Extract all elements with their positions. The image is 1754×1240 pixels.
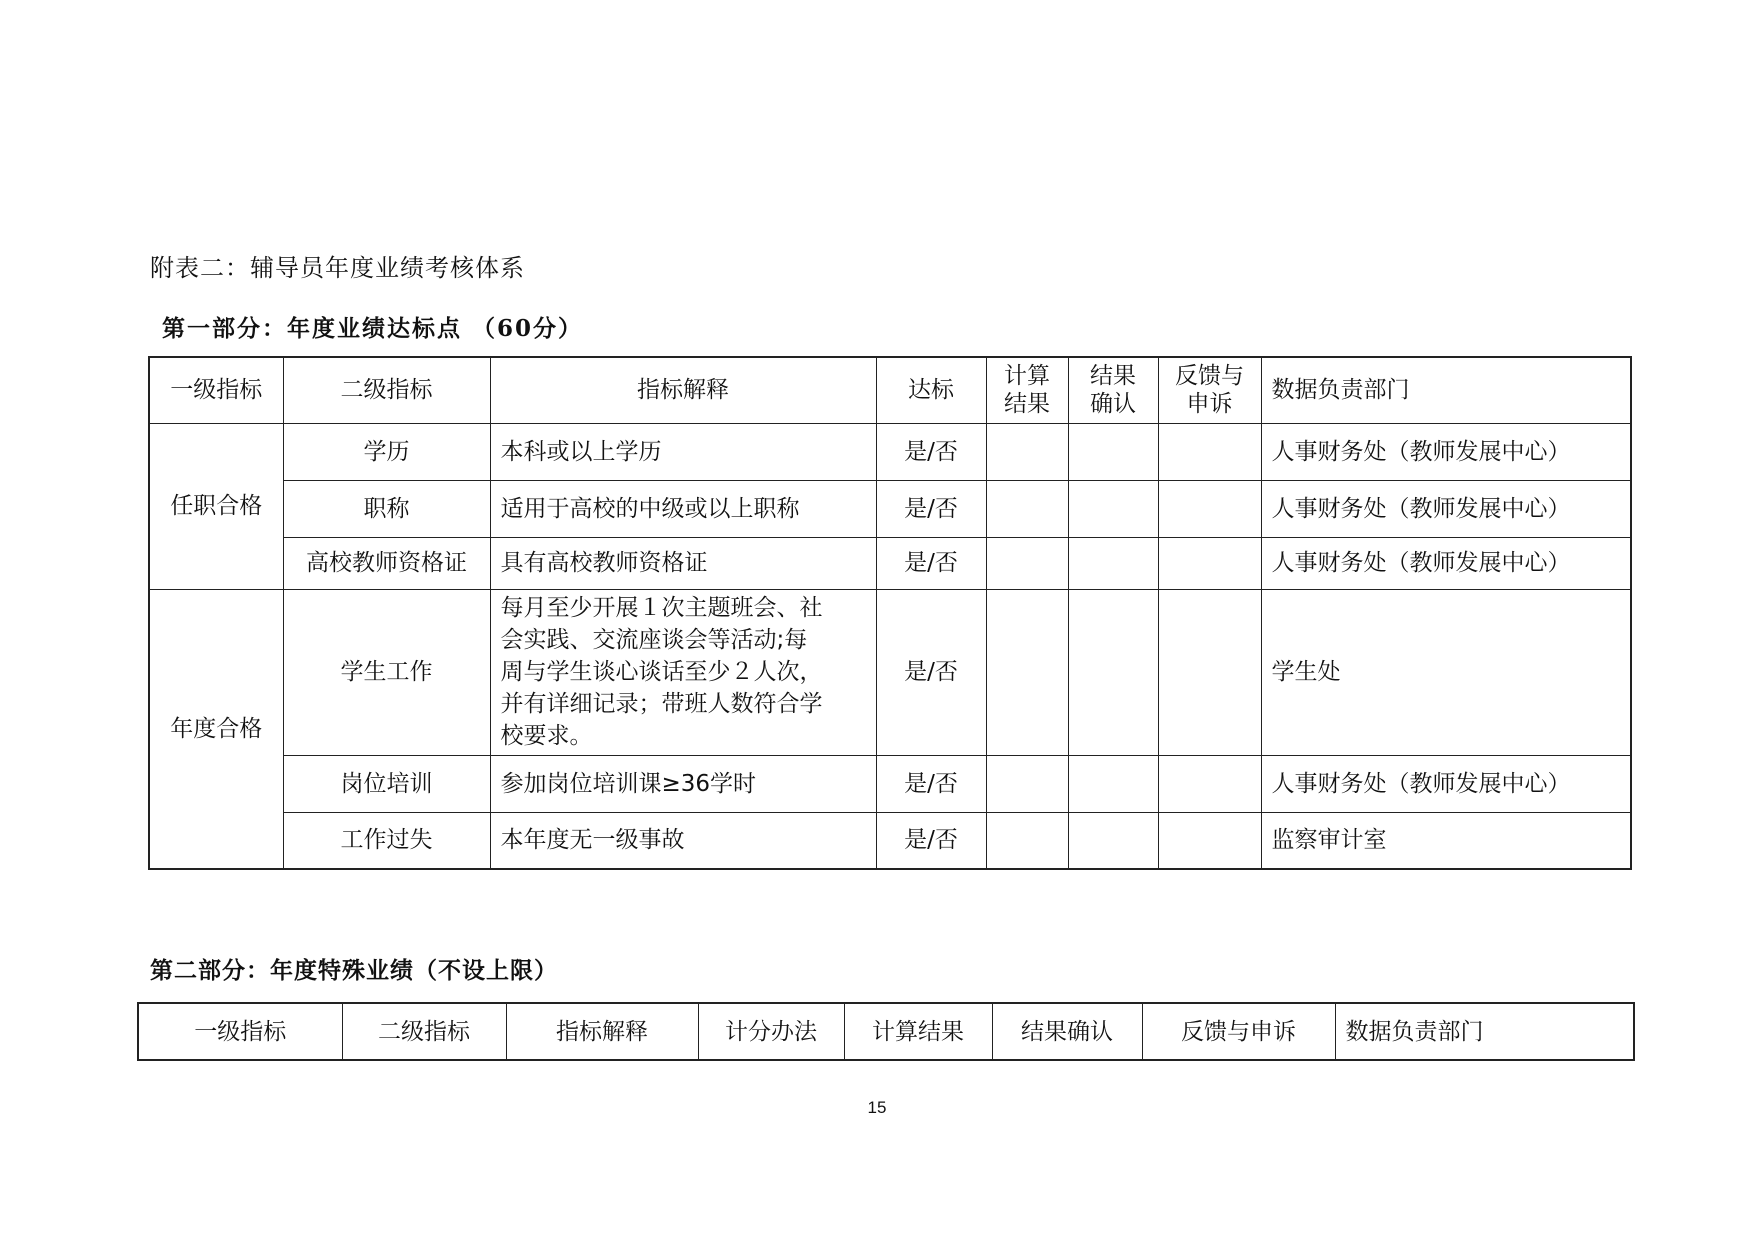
pass-cell: 是/否 bbox=[876, 480, 986, 537]
confirm-cell bbox=[1068, 423, 1158, 480]
t2-header-scoring: 计分办法 bbox=[698, 1003, 844, 1060]
confirm-cell bbox=[1068, 537, 1158, 589]
header-pass: 达标 bbox=[876, 357, 986, 423]
table-row bbox=[149, 537, 1631, 589]
achievement-table bbox=[148, 356, 1632, 870]
header-calc-line2: 结果 bbox=[1004, 391, 1050, 418]
t2-header-result-confirm: 结果确认 bbox=[992, 1003, 1142, 1060]
calc-cell bbox=[986, 537, 1068, 589]
document-title: 附表二：辅导员年度业绩考核体系 bbox=[150, 254, 525, 282]
feedback-cell bbox=[1158, 480, 1261, 537]
dept-cell: 监察审计室 bbox=[1261, 812, 1631, 869]
feedback-cell bbox=[1158, 812, 1261, 869]
explain-cell bbox=[490, 589, 876, 755]
calc-cell bbox=[986, 755, 1068, 812]
explain-line: 会实践、交流座谈会等活动;每 bbox=[500, 627, 808, 653]
table1-header-row bbox=[149, 357, 1631, 423]
calc-cell bbox=[986, 423, 1068, 480]
table-row bbox=[149, 423, 1631, 480]
level2-cell: 学生工作 bbox=[283, 589, 490, 755]
calc-cell bbox=[986, 589, 1068, 755]
header-confirm-line2: 确认 bbox=[1090, 391, 1136, 418]
explain-cell: 本年度无一级事故 bbox=[490, 812, 876, 869]
explain-line: 每月至少开展１次主题班会、社 bbox=[500, 595, 823, 621]
level2-cell: 职称 bbox=[283, 480, 490, 537]
feedback-cell bbox=[1158, 589, 1261, 755]
pass-cell: 是/否 bbox=[876, 755, 986, 812]
level2-cell: 学历 bbox=[283, 423, 490, 480]
header-calc-result bbox=[986, 357, 1068, 423]
dept-cell: 学生处 bbox=[1261, 589, 1631, 755]
pass-cell: 是/否 bbox=[876, 589, 986, 755]
calc-cell bbox=[986, 480, 1068, 537]
special-achievement-table bbox=[137, 1002, 1635, 1061]
confirm-cell bbox=[1068, 755, 1158, 812]
level2-cell: 工作过失 bbox=[283, 812, 490, 869]
header-feedback-line1: 反馈与 bbox=[1175, 363, 1244, 390]
level1-cell: 年度合格 bbox=[149, 589, 283, 869]
header-confirm-line1: 结果 bbox=[1090, 363, 1136, 390]
t2-header-feedback: 反馈与申诉 bbox=[1142, 1003, 1335, 1060]
feedback-cell bbox=[1158, 423, 1261, 480]
confirm-cell bbox=[1068, 812, 1158, 869]
table-row bbox=[149, 480, 1631, 537]
table-row bbox=[149, 589, 1631, 755]
header-calc-line1: 计算 bbox=[1004, 363, 1050, 390]
t2-header-level2: 二级指标 bbox=[342, 1003, 506, 1060]
t2-header-dept: 数据负责部门 bbox=[1335, 1003, 1634, 1060]
table-row bbox=[149, 812, 1631, 869]
confirm-cell bbox=[1068, 589, 1158, 755]
level1-cell: 任职合格 bbox=[149, 423, 283, 589]
header-feedback bbox=[1158, 357, 1261, 423]
dept-cell: 人事财务处（教师发展中心） bbox=[1261, 480, 1631, 537]
explain-cell: 适用于高校的中级或以上职称 bbox=[490, 480, 876, 537]
header-feedback-line2: 申诉 bbox=[1186, 391, 1233, 418]
calc-cell bbox=[986, 812, 1068, 869]
header-level2: 二级指标 bbox=[283, 357, 490, 423]
feedback-cell bbox=[1158, 537, 1261, 589]
explain-line: 并有详细记录；带班人数符合学 bbox=[500, 691, 823, 717]
header-explain: 指标解释 bbox=[490, 357, 876, 423]
explain-cell: 本科或以上学历 bbox=[490, 423, 876, 480]
t2-header-calc-result: 计算结果 bbox=[844, 1003, 992, 1060]
pass-cell: 是/否 bbox=[876, 812, 986, 869]
level2-cell: 高校教师资格证 bbox=[283, 537, 490, 589]
header-dept: 数据负责部门 bbox=[1261, 357, 1631, 423]
header-level1: 一级指标 bbox=[149, 357, 283, 423]
level2-cell: 岗位培训 bbox=[283, 755, 490, 812]
page-number: 15 bbox=[867, 1098, 887, 1117]
pass-cell: 是/否 bbox=[876, 537, 986, 589]
explain-line: 周与学生谈心谈话至少２人次， bbox=[500, 659, 823, 685]
explain-cell: 具有高校教师资格证 bbox=[490, 537, 876, 589]
t2-header-explain: 指标解释 bbox=[506, 1003, 698, 1060]
pass-cell: 是/否 bbox=[876, 423, 986, 480]
explain-cell: 参加岗位培训课≥36学时 bbox=[490, 755, 876, 812]
table2-header-row bbox=[138, 1003, 1634, 1060]
table-row bbox=[149, 755, 1631, 812]
dept-cell: 人事财务处（教师发展中心） bbox=[1261, 537, 1631, 589]
header-result-confirm bbox=[1068, 357, 1158, 423]
section1-title: 第一部分：年度业绩达标点 （60分） bbox=[162, 315, 584, 342]
dept-cell: 人事财务处（教师发展中心） bbox=[1261, 423, 1631, 480]
dept-cell: 人事财务处（教师发展中心） bbox=[1261, 755, 1631, 812]
t2-header-level1: 一级指标 bbox=[138, 1003, 342, 1060]
section2-title: 第二部分：年度特殊业绩（不设上限） bbox=[150, 958, 558, 984]
explain-line: 校要求。 bbox=[500, 723, 593, 749]
confirm-cell bbox=[1068, 480, 1158, 537]
feedback-cell bbox=[1158, 755, 1261, 812]
